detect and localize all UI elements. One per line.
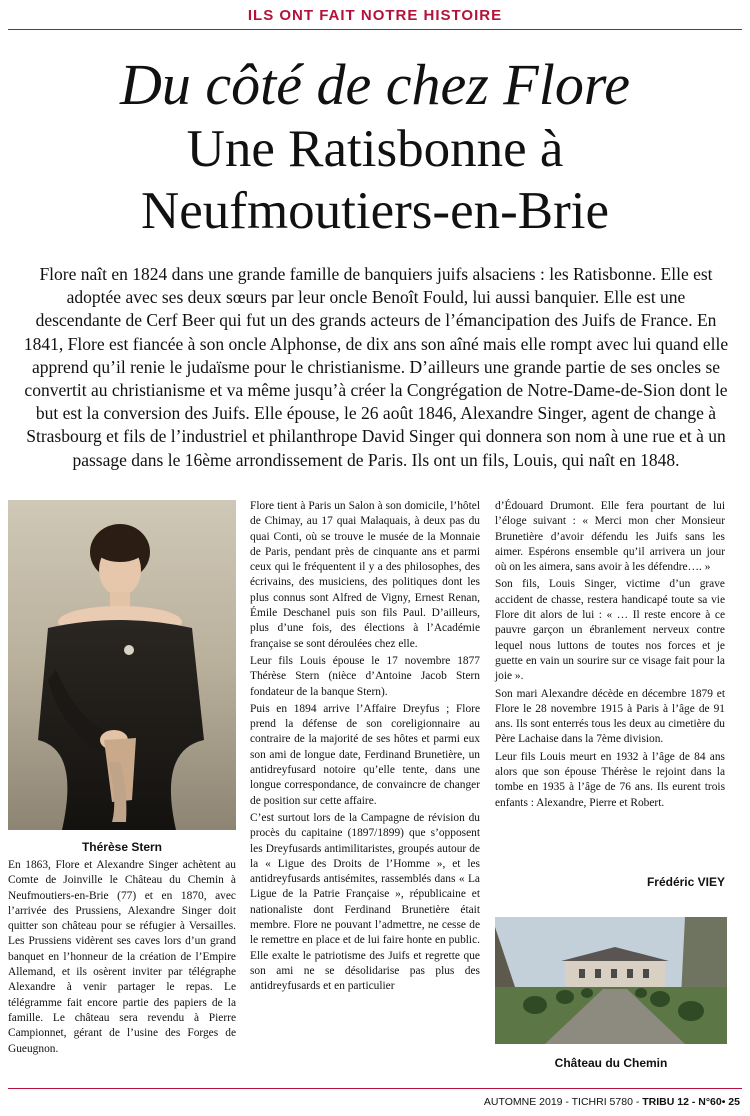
article-column-2 [250, 499, 480, 997]
article-column-3 [495, 499, 725, 813]
chateau-photo [495, 917, 727, 1044]
intro-paragraph: Flore naît en 1824 dans une grande famille de banquiers juifs alsaciens : les Ratisbonne. Elle est adoptée avec ses deux sœurs par leur oncle Benoît Fould, lui aussi banquier. Elle est une descendante de Cerf Beer qui fut un des grands acteurs de l’émancipation des Juifs de France. En 1841, Flore est fiancée à son oncle Alphonse, de dix ans son aîné mais elle rompt avec lui quand elle apprend qu’il renie le judaïsme pour le christianisme. D’ailleurs une grande partie de ses oncles se convertit au christianisme et va même jusqu’à créer la Congrégation de Notre-Dame-de-Sion dont le but est la conversion des Juifs. Elle épouse, le 26 août 1846, Alexandre Singer, agent de change à Strasbourg et fils de l’industriel et philanthrope David Singer qui donnera son nom à une rue et à un passage dans le 16ème arrondissement de Paris. Ils ont un fils, Louis, qui naît en 1848. [23, 264, 729, 470]
author-signature: Frédéric VIEY [646, 875, 725, 889]
portrait-caption: Thérèse Stern [81, 840, 163, 854]
column2-paragraph: Leur fils Louis épouse le 17 novembre 1877 Thérèse Stern (nièce d’Antoine Jacob Stern fondateur de la banque Stern). [250, 654, 480, 698]
column2-paragraph: Flore tient à Paris un Salon à son domicile, l’hôtel de Chimay, au 17 quai Malaquais, à deux pas du quai Conti, où se trouve le musée de la Monnaie de Paris, pendant près de cinquante ans et parmi ceux qui le fréquentent il y a des philosophes, des écrivains, des musiciens, des politiques dont les plus connus sont Alfred de Vigny, Ernest Renan, Émile Deschanel puis son fils Paul. D’ailleurs, plus d’une fois, des élections à l’Académie française se sont déroulées chez elle. [250, 500, 480, 650]
portrait-photo [8, 500, 236, 830]
column3-paragraph: Son fils, Louis Singer, victime d’un grave accident de chasse, restera handicapé toute sa vie Flore dit alors de lui : « … Il reste encore à ce pauvre garçon un ébranlement nerveux contre lequel nous luttons de toutes nos forces et je guette en vain un sourire sur ce visage fait pour la joie ». [495, 578, 725, 683]
column2-paragraph: C’est surtout lors de la Campagne de révision du procès du capitaine (1897/1899) que s’opposent les Dreyfusards antimilitaristes, groupés autour de la « Ligue des Droits de l’Homme », et les antidreyfusards antisémites, rassemblés dans « La Ligue de la Patrie Française », républicaine et nationaliste dont Ferdinand Brunetière était membre. Flore ne pouvant l’admettre, ne cesse de le remettre en place et de lui faire honte en public. Elle exalte le patriotisme des Juifs et regrette que son ami ne se désolidarise pas plus des antidreyfusards et en particulier [250, 811, 480, 993]
footer-issue: AUTOMNE 2019 - TICHRI 5780 - [483, 1096, 643, 1108]
page-footer [484, 1096, 740, 1108]
footer-magazine: TRIBU 12 - N°60• 25 [642, 1096, 740, 1108]
column1-paragraph: En 1863, Flore et Alexandre Singer achètent au Comte de Joinville le Château du Chemin à Neufmoutiers-en-Brie (77) et en 1870, avec l’arrivée des Prussiens, Alexandre Singer doit quitter son château pour se réfugier à Versailles. Les Prussiens vidèrent ses caves lors d’un grand banquet en l’honneur de la création de l’Empire Allemand, et ils osèrent inviter par télégraphe Alexandre à venir partager le repas. Le télégramme fait encore partie des papiers de la famille. Le château sera revendu à Pierre Campionnet, gérant de l’usine des Forges de Gueugnon. [8, 859, 236, 1055]
chateau-caption: Château du Chemin [554, 1056, 668, 1070]
article-title-lines [0, 118, 750, 242]
column3-paragraph: Son mari Alexandre décède en décembre 1879 et Flore le 28 novembre 1915 à Paris à l’âge de 91 ans. Ils sont enterrés tous les deux au cimetière du Père Lachaise dans la 7ème division. [495, 687, 725, 746]
column2-paragraph: Puis en 1894 arrive l’Affaire Dreyfus ; Flore prend la défense de son coreligionnaire au contraire de la majorité de ses hôtes et parmi eux son ami de longue date, Ferdinand Brunetière, un antidreyfusard notoire qu’elle tente, dans une longue correspondance, de convaincre de changer de position sur cette affaire. [250, 702, 480, 807]
section-rubric: ILS ONT FAIT NOTRE HISTOIRE [247, 7, 503, 24]
article-title-line1: Du côté de chez Flore [120, 52, 630, 117]
top-divider [8, 29, 742, 30]
portrait-illustration [8, 500, 236, 830]
column3-paragraph: d’Édouard Drumont. Elle fera pourtant de lui l’éloge suivant : « Merci mon cher Monsieur Brunetière d’avoir défendu les Juifs sans les aimer. Espérons ensemble qu’il arrivera un jour où on les aimera, sans avoir à les défendre…. » [495, 500, 725, 574]
article-title-line2: Une Ratisbonne à [186, 120, 564, 178]
column3-paragraph: Leur fils Louis meurt en 1932 à l’âge de 84 ans alors que son épouse Thérèse le rejoint dans la tombe en 1935 à l’âge de 76 ans. Ils eurent trois enfants : Alexandre, Pierre et Robert. [495, 750, 725, 809]
bottom-divider [8, 1088, 742, 1089]
article-title-line3: Neufmoutiers-en-Brie [141, 182, 609, 240]
chateau-illustration [495, 917, 727, 1044]
article-column-1 [8, 858, 236, 1059]
